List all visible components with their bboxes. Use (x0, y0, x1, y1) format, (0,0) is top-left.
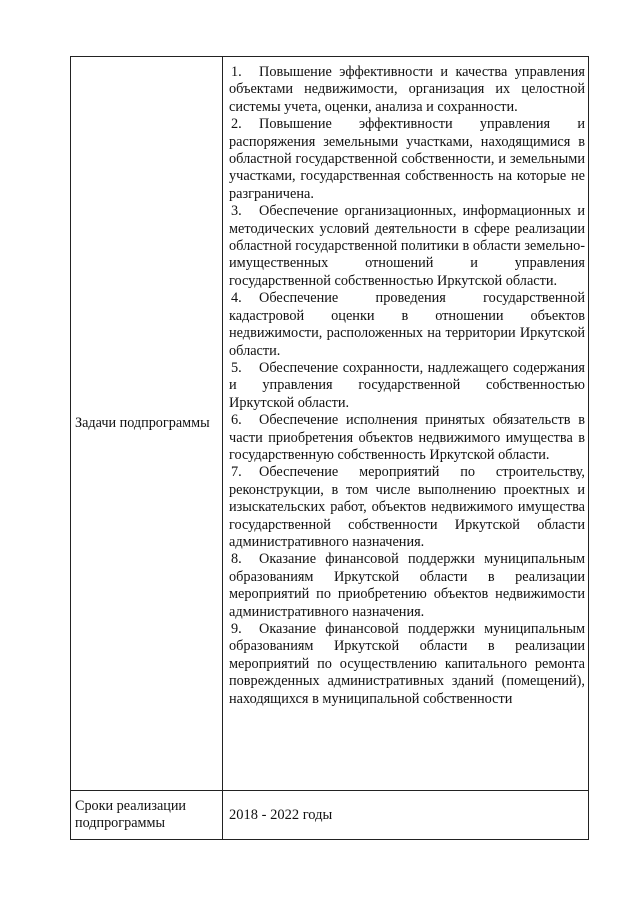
task-text: Обеспечение исполнения принятых обязательств в части приобретения объектов недвижимого имущества в государственную собственность Иркутской области. (229, 412, 585, 463)
task-text: Повышение эффективности и качества управления объектами недвижимости, организация их целостной системы учета, оценки, анализа и сохранности. (229, 64, 585, 115)
task-text: Повышение эффективности управления и распоряжения земельными участками, находящимися в областной государственной собственности, и земельными участками, государственная собственность на которые не разграничена. (229, 116, 585, 202)
period-row (71, 791, 589, 840)
task-number: 7. (231, 464, 242, 481)
task-text: Обеспечение сохранности, надлежащего содержания и управления государственной собственностью Иркутской области. (229, 359, 585, 411)
task-number: 2. (231, 116, 242, 133)
task-item (229, 290, 585, 360)
task-number: 8. (231, 551, 242, 568)
tasks-list (223, 57, 589, 791)
tasks-row (71, 57, 589, 791)
task-number: 6. (231, 412, 242, 429)
task-number: 5. (231, 359, 242, 376)
task-text: Оказание финансовой поддержки муниципальным образованиям Иркутской области в реализации мероприятий по приобретению объектов недвижимости административного назначения. (229, 551, 585, 620)
tasks-label: Задачи подпрограммы (71, 57, 223, 791)
task-item (229, 203, 585, 290)
task-number: 9. (231, 621, 242, 637)
task-item (229, 64, 585, 116)
task-item (229, 621, 585, 708)
subprogram-passport-table (70, 56, 589, 840)
task-item (229, 464, 585, 551)
task-text: Оказание финансовой поддержки муниципальным образованиям Иркутской области в реализации мероприятий по осуществлению капитального ремонта поврежденных административных зданий (помещений), находящихся в муниципальной собственности (229, 621, 585, 707)
task-item (229, 360, 585, 412)
period-label: Сроки реализации подпрограммы (71, 791, 223, 840)
period-value: 2018 - 2022 годы (223, 791, 589, 840)
task-item (229, 551, 585, 621)
task-text: Обеспечение мероприятий по строительству, реконструкции, в том числе выполнению проектных и изыскательских работ, объектов недвижимого имущества государственной собственности Иркутской области административного назначения. (229, 464, 585, 550)
task-number: 1. (231, 64, 242, 80)
task-number: 3. (231, 203, 242, 220)
task-text: Обеспечение организационных, информационных и методических условий деятельности в сфере реализации областной государственной политики в области земельно-имущественных отношений и управления государственной собственностью Иркутской области. (229, 203, 585, 289)
task-text: Обеспечение проведения государственной кадастровой оценки в отношении объектов недвижимости, расположенных на территории Иркутской области. (229, 290, 585, 359)
task-item (229, 116, 585, 203)
task-item (229, 412, 585, 464)
task-number: 4. (231, 290, 242, 307)
